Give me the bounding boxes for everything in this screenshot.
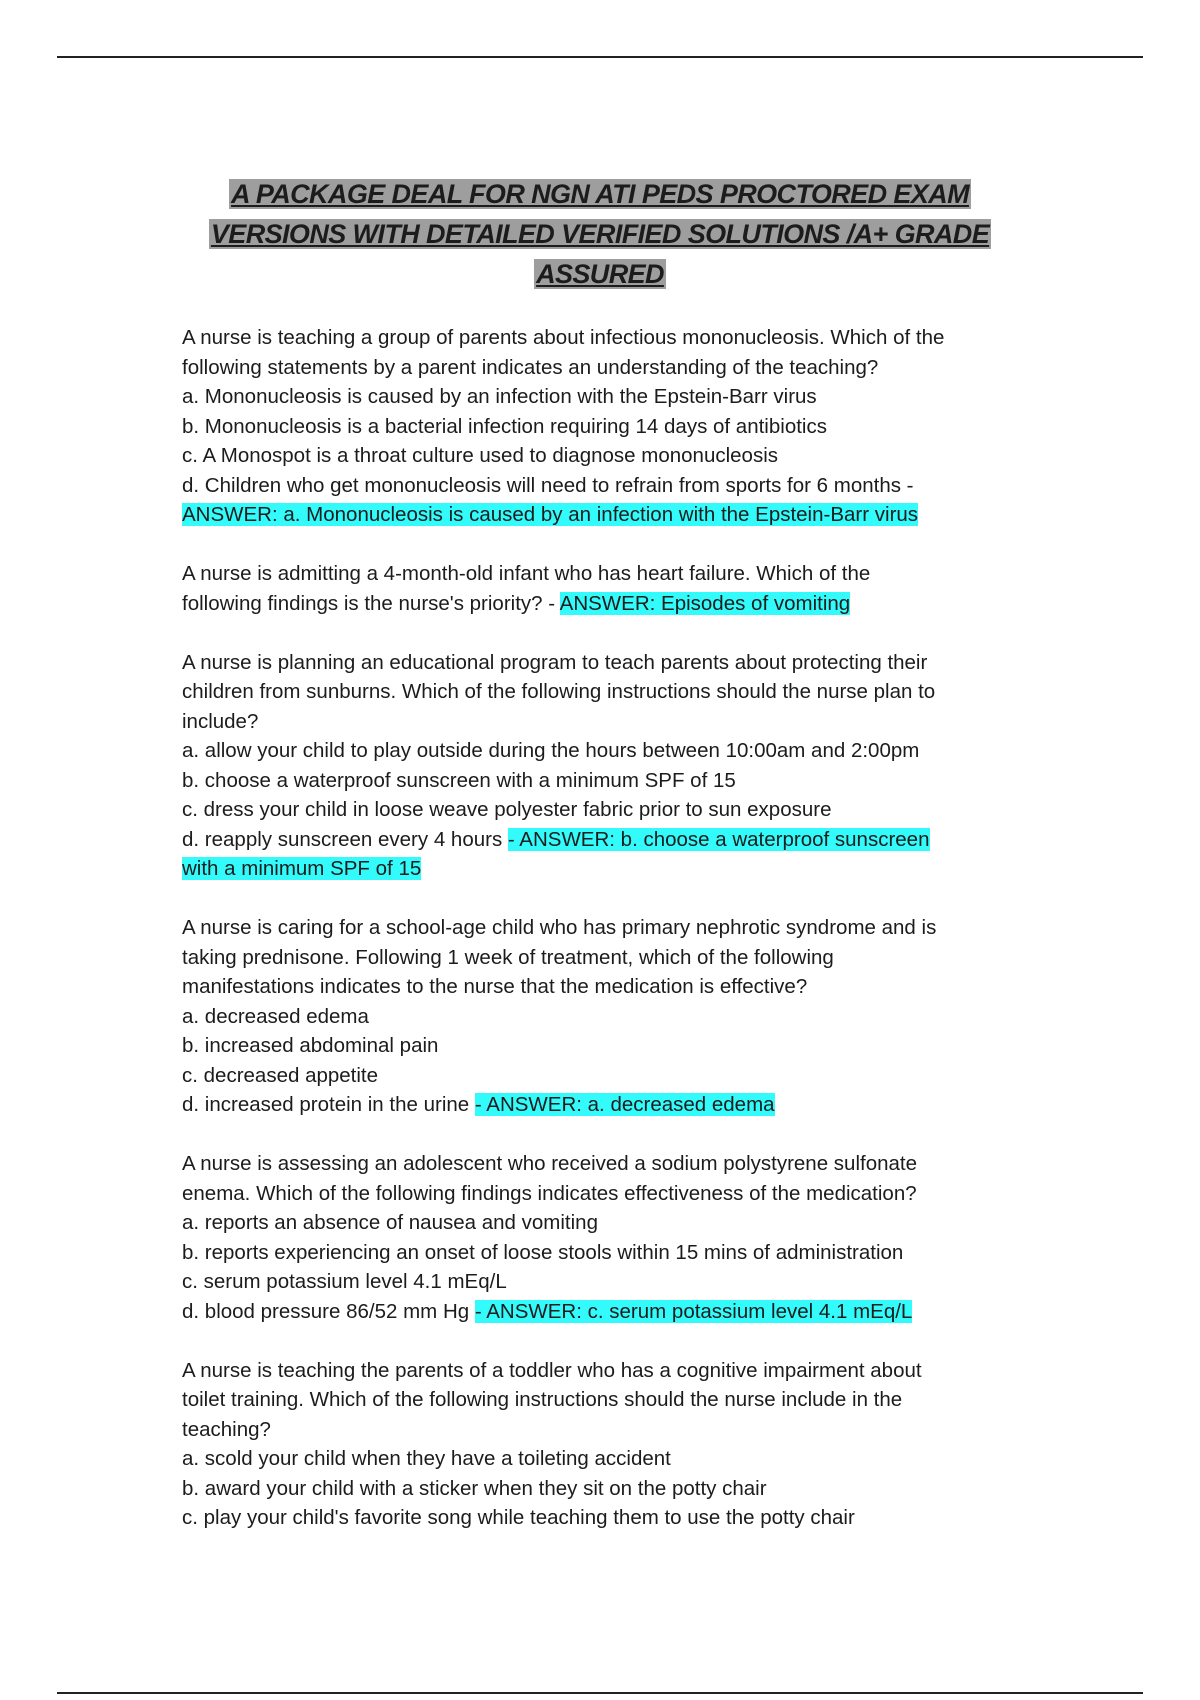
correct-answer: ANSWER: a. Mononucleosis is caused by an infection with the Epstein-Barr virus	[182, 503, 919, 526]
question-stem: following statements by a parent indicates an understanding of the teaching?	[182, 355, 879, 379]
question-stem: A nurse is assessing an adolescent who received a sodium polystyrene sulfonate	[182, 1152, 918, 1175]
answer-option: a. scold your child when they have a toileting accident	[182, 1447, 671, 1470]
correct-answer: - ANSWER: a. decreased edema	[474, 1093, 775, 1116]
question-stem: toilet training. Which of the following instructions should the nurse include in the	[182, 1388, 903, 1411]
answer-option: b. reports experiencing an onset of loose stools within 15 mins of administration	[182, 1240, 904, 1264]
correct-answer: - ANSWER: c. serum potassium level 4.1 mEq/L	[474, 1299, 913, 1323]
question-block	[182, 1149, 1032, 1326]
answer-option: b. increased abdominal pain	[182, 1034, 439, 1057]
title-line: A PACKAGE DEAL FOR NGN ATI PEDS PROCTORED EXAM	[231, 179, 969, 209]
answer-option: b. Mononucleosis is a bacterial infection requiring 14 days of antibiotics	[182, 414, 827, 438]
question-stem: A nurse is teaching the parents of a toddler who has a cognitive impairment about	[182, 1358, 922, 1382]
answer-option: c. serum potassium level 4.1 mEq/L	[182, 1270, 507, 1293]
question-block	[182, 913, 1032, 1120]
question-list	[182, 323, 1032, 1562]
question-block	[182, 559, 1032, 618]
answer-option: a. Mononucleosis is caused by an infection with the Epstein-Barr virus	[182, 385, 817, 408]
answer-option: d. Children who get mononucleosis will need to refrain from sports for 6 months -	[182, 473, 914, 497]
answer-option: a. reports an absence of nausea and vomiting	[182, 1211, 598, 1234]
question-stem: include?	[182, 709, 259, 733]
question-stem: following findings is the nurse's priority? -	[182, 591, 560, 615]
document-title	[150, 174, 1050, 294]
answer-option: a. allow your child to play outside during the hours between 10:00am and 2:00pm	[182, 739, 920, 762]
question-block	[182, 323, 1032, 530]
question-stem: manifestations indicates to the nurse that the medication is effective?	[182, 975, 808, 998]
answer-option: c. play your child's favorite song while teaching them to use the potty chair	[182, 1506, 855, 1529]
question-stem: taking prednisone. Following 1 week of treatment, which of the following	[182, 945, 834, 969]
header-rule	[57, 56, 1143, 58]
question-stem: children from sunburns. Which of the following instructions should the nurse plan to	[182, 680, 936, 703]
question-stem: A nurse is teaching a group of parents about infectious mononucleosis. Which of the	[182, 326, 945, 349]
correct-answer: with a minimum SPF of 15	[182, 857, 422, 880]
answer-option: d. increased protein in the urine	[182, 1093, 475, 1116]
correct-answer: - ANSWER: b. choose a waterproof sunscreen	[507, 827, 930, 851]
answer-option: c. dress your child in loose weave polyester fabric prior to sun exposure	[182, 798, 832, 821]
question-stem: A nurse is caring for a school-age child who has primary nephrotic syndrome and is	[182, 916, 937, 939]
question-stem: A nurse is planning an educational program to teach parents about protecting their	[182, 650, 928, 674]
title-line: VERSIONS WITH DETAILED VERIFIED SOLUTIONS /A+ GRADE	[210, 219, 990, 249]
answer-option: b. choose a waterproof sunscreen with a minimum SPF of 15	[182, 768, 736, 792]
question-block	[182, 1356, 1032, 1533]
correct-answer: ANSWER: Episodes of vomiting	[559, 591, 851, 615]
answer-option: a. decreased edema	[182, 1004, 369, 1028]
question-stem: teaching?	[182, 1417, 271, 1441]
question-block	[182, 648, 1032, 884]
footer-rule	[57, 1692, 1143, 1694]
title-line: ASSURED	[536, 259, 664, 289]
question-stem: A nurse is admitting a 4-month-old infant who has heart failure. Which of the	[182, 562, 871, 585]
question-stem: enema. Which of the following findings indicates effectiveness of the medication?	[182, 1181, 917, 1205]
answer-option: c. A Monospot is a throat culture used to diagnose mononucleosis	[182, 444, 779, 467]
answer-option: d. blood pressure 86/52 mm Hg	[182, 1299, 475, 1323]
answer-option: c. decreased appetite	[182, 1063, 379, 1087]
answer-option: b. award your child with a sticker when they sit on the potty chair	[182, 1476, 767, 1500]
answer-option: d. reapply sunscreen every 4 hours	[182, 827, 508, 851]
